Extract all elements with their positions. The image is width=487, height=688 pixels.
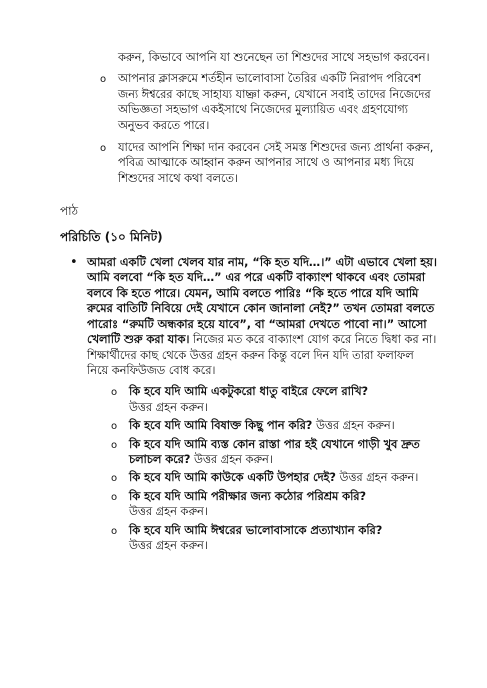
sub-item-2: [100, 140, 437, 186]
circle-bullet-icon: o: [111, 525, 118, 537]
list-item: [111, 384, 437, 415]
question-text: কি হবে যদি আমি ঈশ্বরের ভালোবাসাকে প্রত্যাখ্যান করি?: [129, 523, 383, 537]
answer-text: উত্তর গ্রহন করুন।: [129, 538, 208, 552]
section-heading: পাঠ: [60, 204, 79, 219]
continuation-text: করুন, কিভাবে আপনি যা শুনেছেন তা শিশুদের সাথে সহভাগ করবেন।: [118, 51, 430, 64]
circle-bullet-icon: o: [111, 491, 118, 503]
question-text: কি হবে যদি আমি ব্যস্ত কোন রাস্তা পার হই যেখানে গাড়ী খুব দ্রুত চলাচল করে?: [129, 437, 420, 466]
sub-item-text: যাদের আপনি শিক্ষা দান করবেন সেই সমস্ত শিশুদের জন্য প্রার্থনা করুন, পবিত্র আত্মাকে আহ্বান করুন আপনার সাথে ও আপনার মধ্য দিয়ে শিশুদের সাথে কথা বলতে।: [118, 141, 434, 185]
list-item: [111, 523, 437, 554]
list-item: [111, 489, 437, 520]
answer-text: উত্তর গ্রহন করুন।: [129, 400, 208, 414]
circle-bullet-icon: o: [111, 473, 118, 485]
answer-text: উত্তর গ্রহন করুন।: [190, 452, 273, 466]
bold-instruction: আমরা একটি খেলা খেলব যার নাম, “কি হত যদি…।” এটা এভাবে খেলা হয়। আমি বলবো “কি হত যদি…” এর পরে একটি বাক্যাংশ থাকবে এবং তোমরা বলবে কি হতে পারে। যেমন, আমি বলতে পারিঃ “কি হতে পারে যদি আমি রুমের বাতিটি নিবিয়ে দেই যেখানে কোন জানালা নেই?” তখন তোমরা বলতে পারোঃ “রুমটি অন্ধকার হয়ে যাবে”, বা “আমরা দেখতে পাবো না।” আসো খেলাটি শুরু করা যাক।: [87, 256, 437, 347]
normal-instruction: নিজের মত করে বাক্যাংশ যোগ করে নিতে দ্বিধা কর না। শিক্ষার্থীদের কাছ থেকে উত্তর গ্রহন করুন কিন্তু বলে দিন যদি তারা ফলাফল নিয়ে কনফিউজড বোধ করে।: [87, 333, 437, 377]
list-item: [111, 418, 437, 433]
section-subheading: পরিচিতি (১০ মিনিট): [60, 229, 163, 244]
list-item: [111, 437, 437, 468]
question-text: কি হবে যদি আমি কাউকে একটি উপহার দেই?: [129, 471, 336, 485]
answer-text: উত্তর গ্রহন করুন।: [129, 505, 208, 519]
circle-bullet-icon: o: [100, 74, 107, 86]
question-text: কি হবে যদি আমি পরীক্ষার জন্য কঠোর পরিশ্রম করি?: [129, 489, 367, 503]
list-item: [111, 470, 437, 485]
answer-text: উত্তর গ্রহন করুন।: [312, 419, 395, 433]
question-list: [111, 384, 437, 553]
question-text: কি হবে যদি আমি বিষাক্ত কিছু পান করি?: [129, 419, 313, 433]
sub-item-text: আপনার ক্লাসরুমে শর্তহীন ভালোবাসা তৈরির একটি নিরাপদ পরিবেশ জন্য ঈশ্বরের কাছে সাহায্য যাচ্ঞা করুন, যেখানে সবাই তাদের নিজেদের অভিজ্ঞতা সহভাগ একইসাথে নিজেদের মুল্যায়িত এবং গ্রহণযোগ্য অনুভব করতে পারে।: [118, 72, 431, 132]
main-bullet: [60, 255, 437, 553]
circle-bullet-icon: o: [100, 143, 107, 155]
answer-text: উত্তর গ্রহন করুন।: [335, 471, 419, 485]
question-text: কি হবে যদি আমি একটুকরো ধাতু বাইরে ফেলে রাখি?: [129, 385, 369, 399]
bullet-dot-icon: •: [70, 255, 78, 271]
circle-bullet-icon: o: [111, 387, 118, 399]
bullet-paragraph: [87, 255, 437, 378]
circle-bullet-icon: o: [111, 439, 118, 451]
circle-bullet-icon: o: [111, 421, 118, 433]
sub-item-1: [100, 71, 437, 133]
